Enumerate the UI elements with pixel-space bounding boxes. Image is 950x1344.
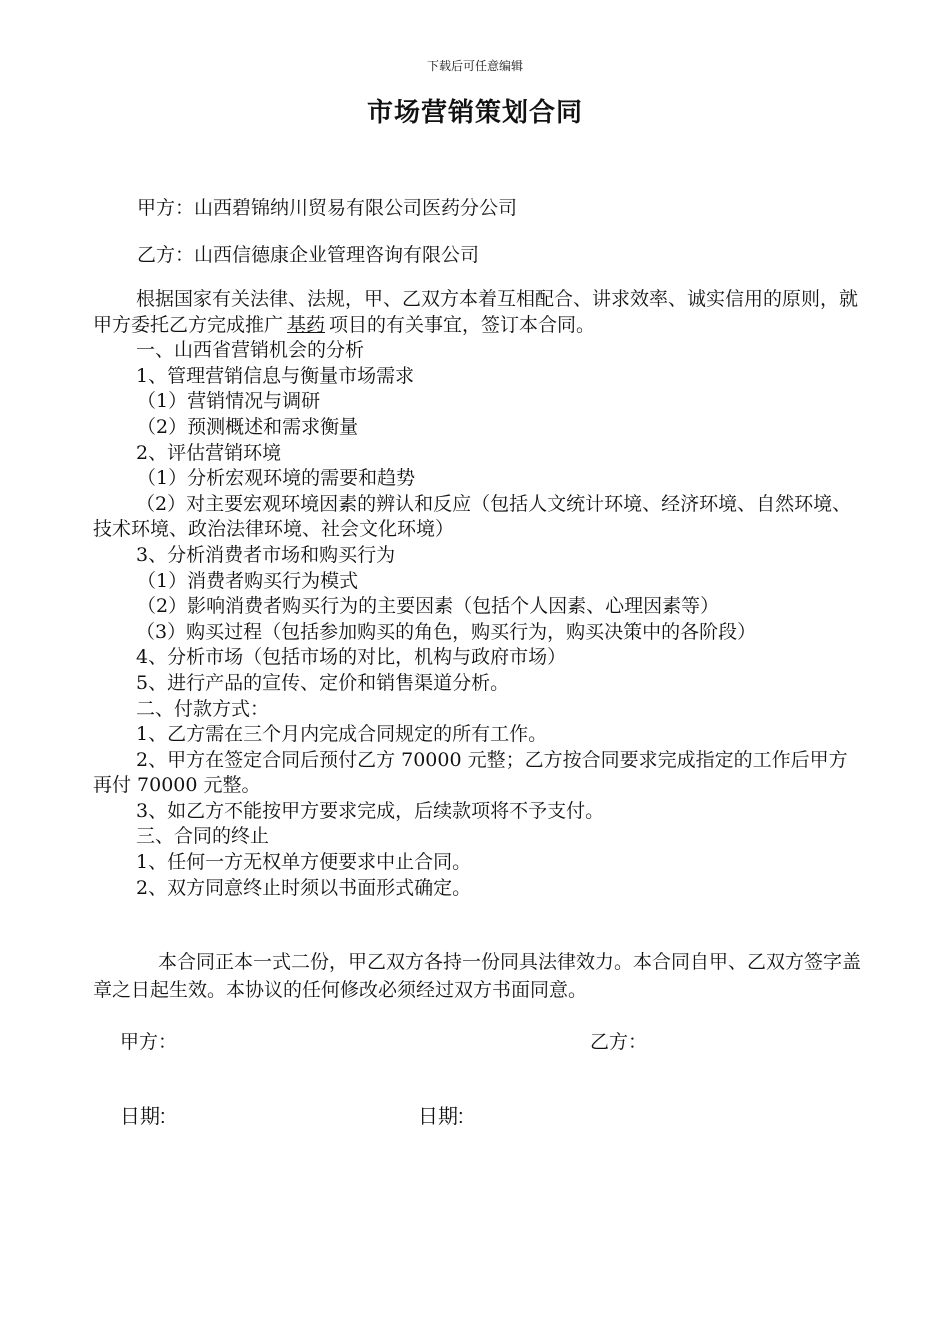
closing-paragraph: 本合同正本一式二份，甲乙双方各持一份同具法律效力。本合同自甲、乙双方签字盖章之日起生效。本协议的任何修改必须经过双方书面同意。 bbox=[93, 951, 862, 1001]
clause: 1、乙方需在三个月内完成合同规定的所有工作。 bbox=[136, 723, 548, 746]
sub-clause: （2）预测概述和需求衡量 bbox=[137, 415, 359, 438]
sub-clause: （1）营销情况与调研 bbox=[137, 390, 321, 413]
clause: 3、如乙方不能按甲方要求完成，后续款项将不予支付。 bbox=[136, 799, 605, 822]
party-a-line: 甲方：山西碧锦纳川贸易有限公司医药分公司 bbox=[137, 197, 518, 219]
section-heading: 一、山西省营销机会的分析 bbox=[136, 339, 365, 362]
section-heading: 二、付款方式： bbox=[136, 697, 270, 720]
sub-clause: （1）消费者购买行为模式 bbox=[137, 569, 359, 592]
party-a-signature-label: 甲方： bbox=[120, 1031, 178, 1053]
contract-body bbox=[93, 287, 863, 901]
sub-clause: （1）分析宏观环境的需要和趋势 bbox=[137, 467, 416, 490]
clause: 4、分析市场（包括市场的对比，机构与政府市场） bbox=[136, 646, 567, 669]
clause: 2、甲方在签定合同后预付乙方 70000 元整；乙方按合同要求完成指定的工作后甲方再付 70000 元整。 bbox=[93, 748, 848, 797]
project-name: 基药 bbox=[287, 313, 326, 336]
intro-text: 根据国家有关法律、法规，甲、乙双方本着互相配合、讲求效率、诚实信用的原则，就甲方委托乙方完成推广 bbox=[93, 288, 859, 336]
clause: 1、任何一方无权单方便要求中止合同。 bbox=[136, 851, 472, 874]
intro-paragraph bbox=[93, 287, 863, 338]
document-title: 市场营销策划合同 bbox=[366, 97, 583, 127]
party-b-signature-label: 乙方： bbox=[590, 1031, 648, 1053]
date-a-label: 日期: bbox=[120, 1106, 166, 1128]
section-heading: 三、合同的终止 bbox=[136, 825, 270, 848]
intro-text-end: 项目的有关事宜，签订本合同。 bbox=[329, 313, 596, 336]
clause: 1、管理营销信息与衡量市场需求 bbox=[136, 364, 415, 387]
date-b-label: 日期: bbox=[418, 1106, 464, 1128]
clause: 3、分析消费者市场和购买行为 bbox=[136, 543, 396, 566]
sub-clause: （2）对主要宏观环境因素的辨认和反应（包括人文统计环境、经济环境、自然环境、技术环境、政治法律环境、社会文化环境） bbox=[93, 492, 852, 541]
clause: 2、双方同意终止时须以书面形式确定。 bbox=[136, 876, 472, 899]
sub-clause: （2）影响消费者购买行为的主要因素（包括个人因素、心理因素等） bbox=[137, 595, 720, 618]
clause: 2、评估营销环境 bbox=[136, 441, 282, 464]
party-b-line: 乙方：山西信德康企业管理咨询有限公司 bbox=[137, 244, 480, 266]
sub-clause: （3）购买过程（包括参加购买的角色，购买行为，购买决策中的各阶段） bbox=[136, 620, 757, 643]
clause: 5、进行产品的宣传、定价和销售渠道分析。 bbox=[136, 671, 510, 694]
header-note: 下载后可任意编辑 bbox=[426, 59, 523, 73]
